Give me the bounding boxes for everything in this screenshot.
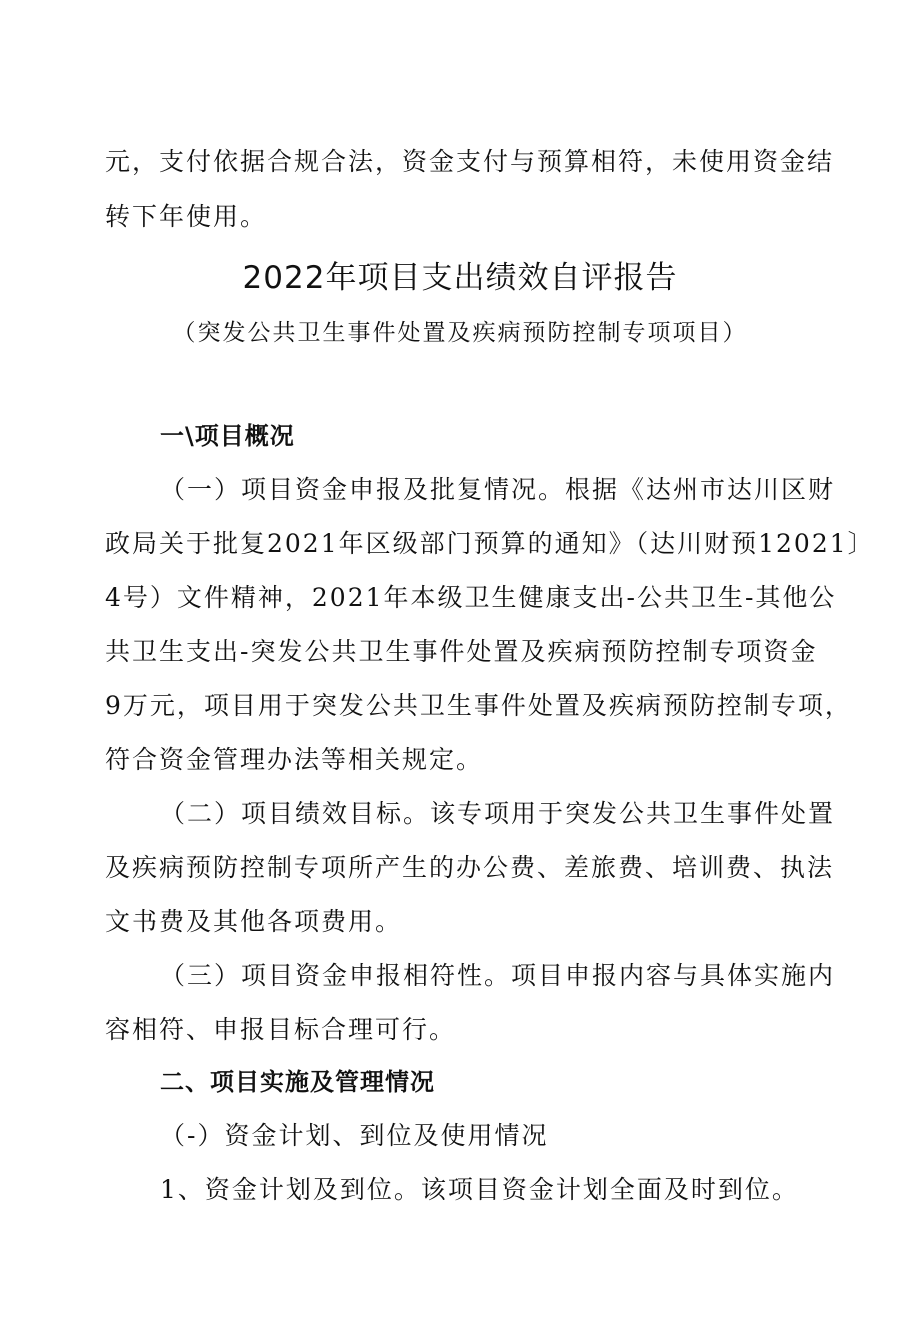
s1-para2-line-1: （二）项目绩效目标。该专项用于突发公共卫生事件处置: [160, 799, 836, 828]
section-1-heading: 一\项目概况: [160, 422, 295, 450]
s1-para1-line-1: （一）项目资金申报及批复情况。根据《达州市达川区财: [160, 475, 836, 504]
s1-para3-line-2: 容相符、申报目标合理可行。: [105, 1015, 457, 1044]
s1-para1-line-3: 4号）文件精神，2021年本级卫生健康支出-公共卫生-其他公: [105, 583, 837, 612]
report-subtitle: （突发公共卫生事件处置及疾病预防控制专项项目）: [172, 320, 748, 346]
s1-para1-line-5: 9万元，项目用于突发公共卫生事件处置及疾病预防控制专项，: [105, 691, 852, 720]
report-title: 2022年项目支出绩效自评报告: [242, 260, 678, 296]
s2-item-1: 1、资金计划及到位。该项目资金计划全面及时到位。: [160, 1175, 799, 1204]
section-2-heading: 二、项目实施及管理情况: [160, 1068, 435, 1096]
s1-para1-line-2: 政局关于批复2021年区级部门预算的通知》（达川财预12021〕: [105, 529, 875, 558]
intro-line-2: 转下年使用。: [105, 202, 268, 231]
s1-para1-line-4: 共卫生支出-突发公共卫生事件处置及疾病预防控制专项资金: [105, 637, 818, 666]
s1-para1-line-6: 符合资金管理办法等相关规定。: [105, 745, 484, 774]
s1-para2-line-3: 文书费及其他各项费用。: [105, 907, 403, 936]
s1-para3-line-1: （三）项目资金申报相符性。项目申报内容与具体实施内: [160, 961, 836, 990]
s1-para2-line-2: 及疾病预防控制专项所产生的办公费、差旅费、培训费、执法: [105, 853, 835, 882]
s2-subheading-1: （-）资金计划、到位及使用情况: [160, 1121, 549, 1150]
intro-line-1: 元，支付依据合规合法，资金支付与预算相符，未使用资金结: [105, 147, 835, 176]
